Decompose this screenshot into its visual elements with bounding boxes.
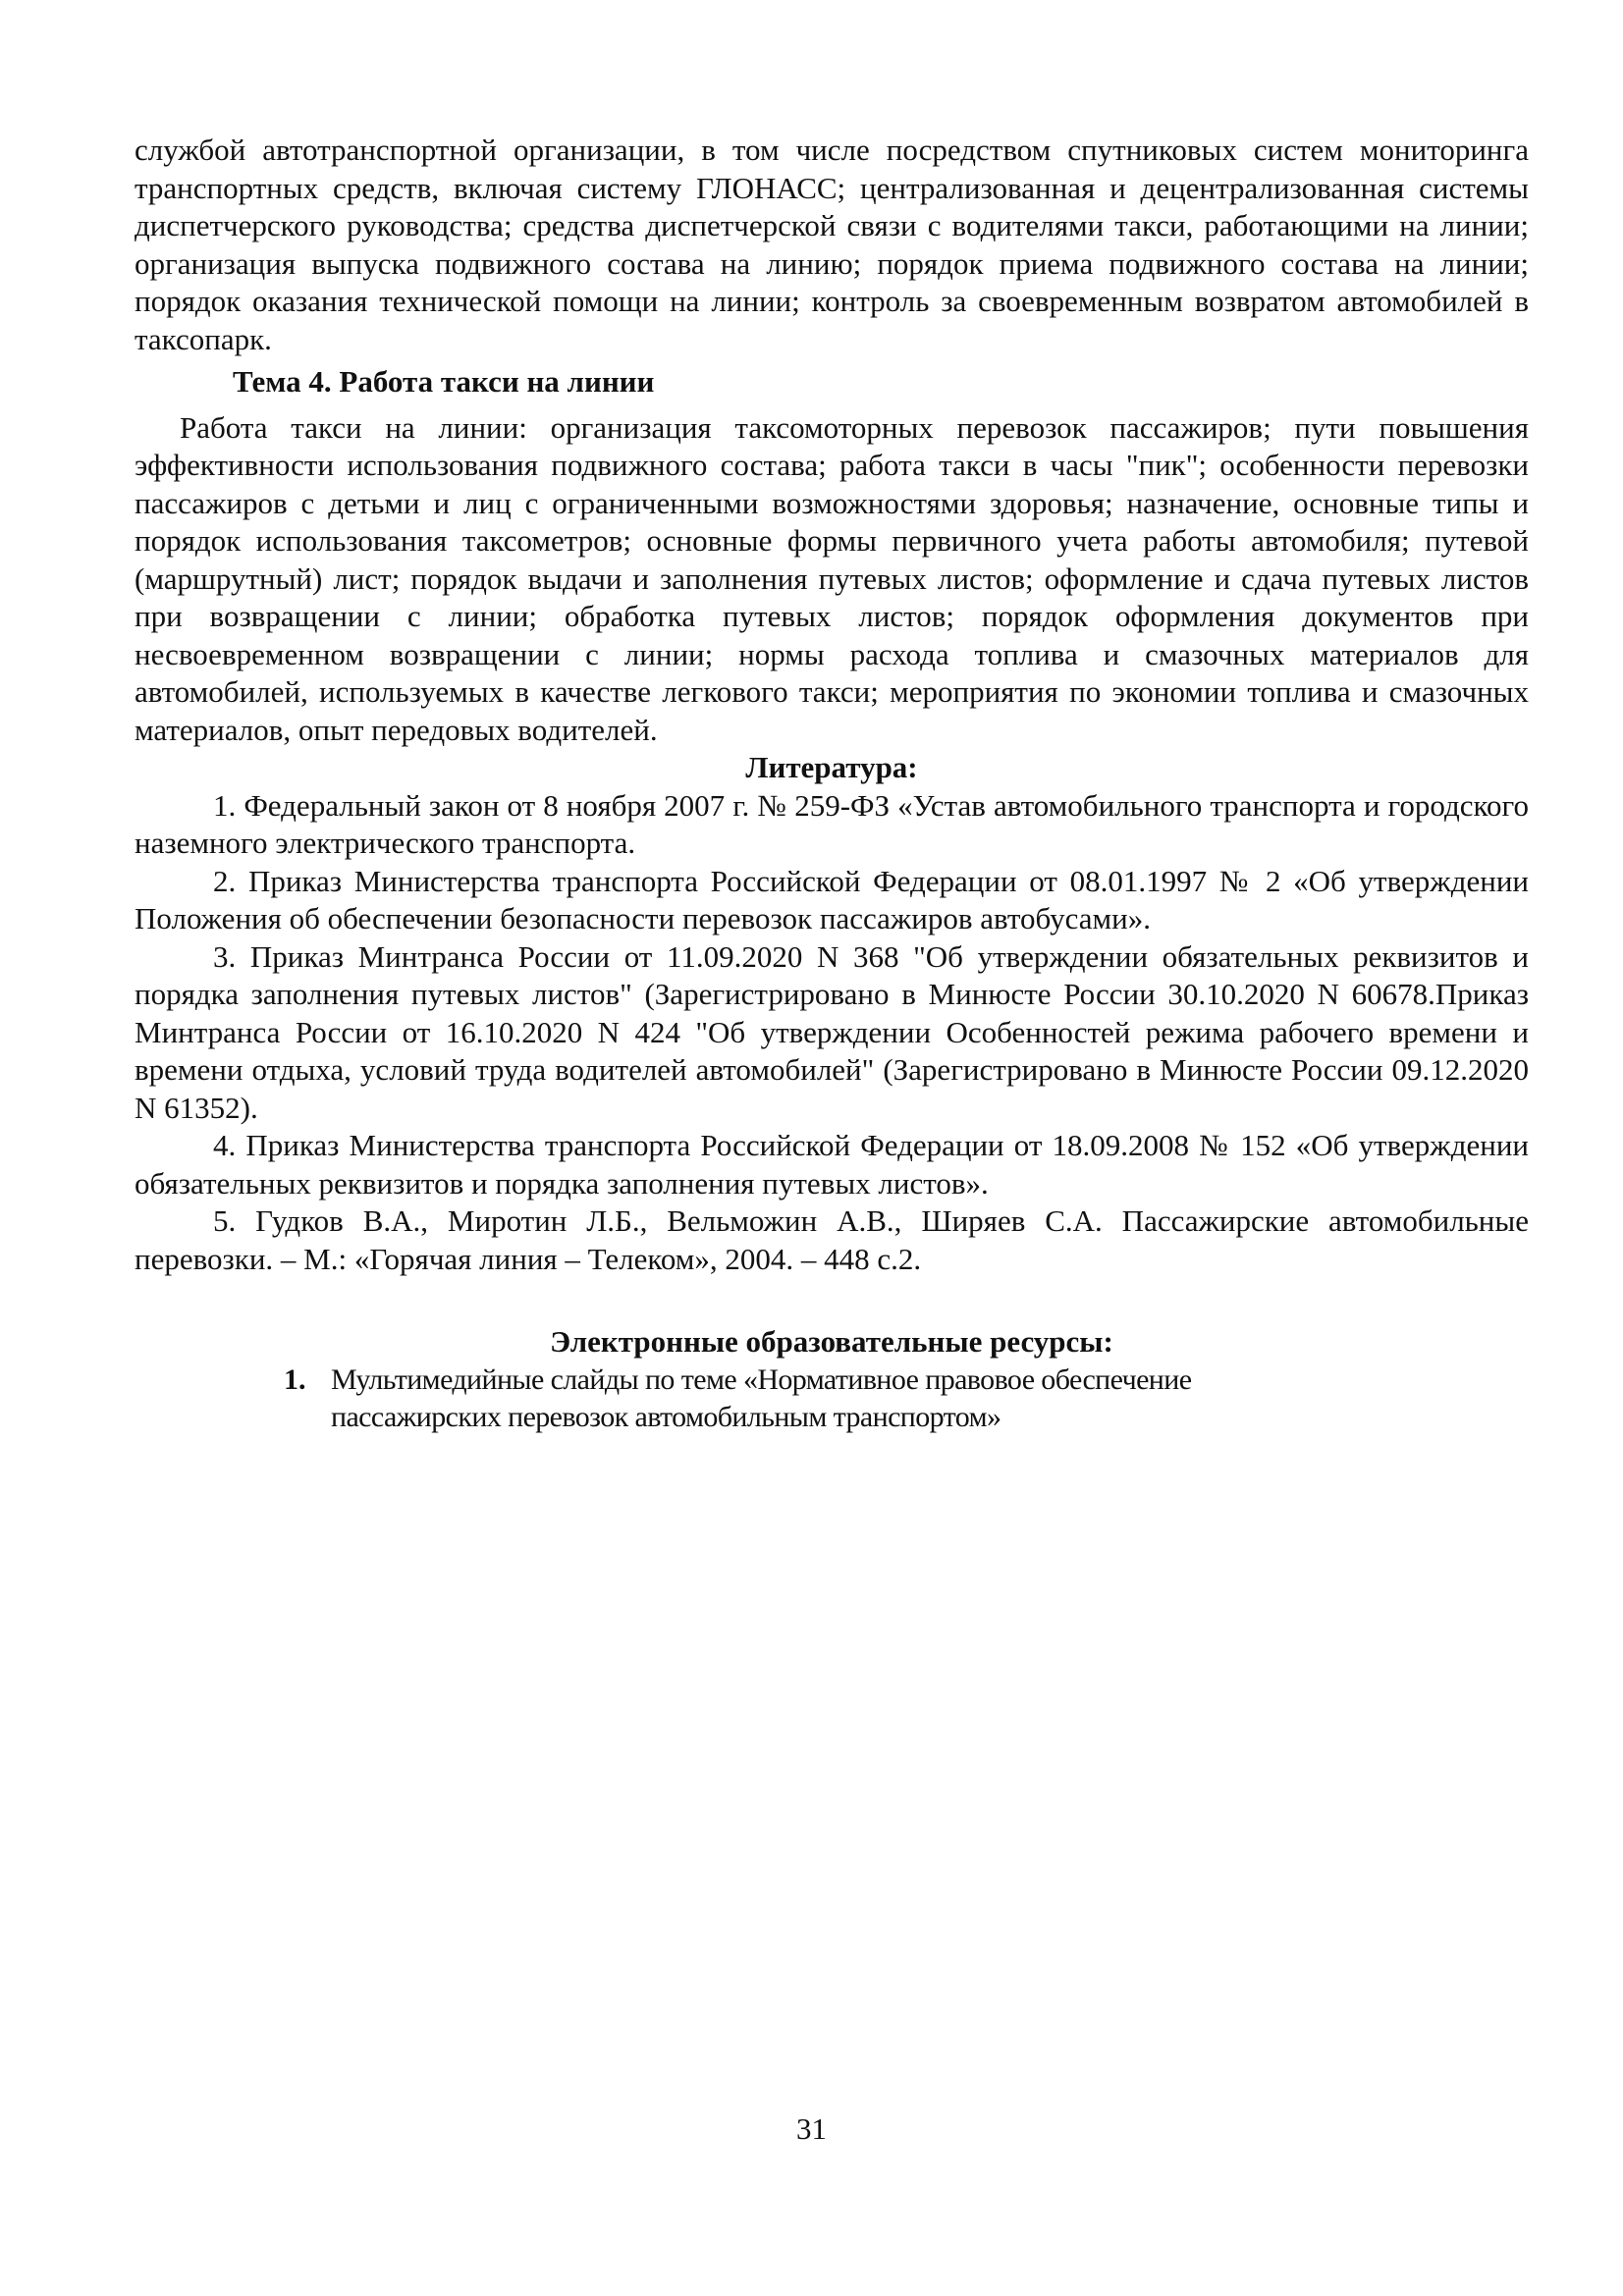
literature-item: 1. Федеральный закон от 8 ноября 2007 г. № 259-ФЗ «Устав автомобильного транспорта и городского наземного электрического транспорта. [135, 787, 1529, 860]
resource-item-text: Мультимедийные слайды по теме «Нормативное правовое обеспечение пассажирских перевозок автомобильным транспортом» [331, 1362, 1192, 1433]
resources-heading: Электронные образовательные ресурсы: [550, 1324, 1113, 1359]
document-page [135, 132, 1529, 1436]
resource-item-number: 1. [284, 1362, 306, 1396]
intro-paragraph: службой автотранспортной организации, в том числе посредством спутниковых систем мониторинга транспортных средств, включая систему ГЛОНАСС; централизованная и децентрализованная системы диспетчерского руководства; средства диспетчерской связи с водителями такси, работающими на линии; организация выпуска подвижного состава на линию; порядок приема подвижного состава на линии; порядок оказания технической помощи на линии; контроль за своевременным возвратом автомобилей в таксопарк. [135, 133, 1529, 356]
resource-item [284, 1362, 1323, 1436]
literature-item: 3. Приказ Минтранса России от 11.09.2020 N 368 "Об утверждении обязательных реквизитов и порядка заполнения путевых листов" (Зарегистрировано в Минюсте России 30.10.2020 N 60678.Приказ Минтранса России от 16.10.2020 N 424 "Об утверждении Особенностей режима рабочего времени и времени отдыха, условий труда водителей автомобилей" (Зарегистрировано в Минюсте России 09.12.2020 N 61352). [135, 938, 1529, 1125]
page-number: 31 [796, 2111, 827, 2146]
literature-heading: Литература: [745, 750, 918, 784]
literature-item: 2. Приказ Министерства транспорта Российской Федерации от 08.01.1997 № 2 «Об утверждении Положения об обеспечении безопасности перевозок пассажиров автобусами». [135, 863, 1529, 935]
literature-list [135, 787, 1529, 1279]
topic-paragraph: Работа такси на линии: организация таксомоторных перевозок пассажиров; пути повышения эффективности использования подвижного состава; работа такси в часы "пик"; особенности перевозки пассажиров с детьми и лиц с ограниченными возможностями здоровья; назначение, основные типы и порядок использования таксометров; основные формы первичного учета работы автомобиля; путевой (маршрутный) лист; порядок выдачи и заполнения путевых листов; оформление и сдача путевых листов при возвращении с линии; обработка путевых листов; порядок оформления документов при несвоевременном возвращении с линии; нормы расхода топлива и смазочных материалов для автомобилей, используемых в качестве легкового такси; мероприятия по экономии топлива и смазочных материалов, опыт передовых водителей. [135, 409, 1529, 747]
topic-heading: Тема 4. Работа такси на линии [233, 364, 655, 399]
literature-item: 4. Приказ Министерства транспорта Российской Федерации от 18.09.2008 № 152 «Об утверждении обязательных реквизитов и порядка заполнения путевых листов». [135, 1128, 1529, 1201]
resources-section [135, 1323, 1529, 1436]
literature-item: 5. Гудков В.А., Миротин Л.Б., Вельможин А.В., Ширяев С.А. Пассажирские автомобильные перевозки. – М.: «Горячая линия – Телеком», 2004. – 448 с.2. [135, 1203, 1529, 1276]
